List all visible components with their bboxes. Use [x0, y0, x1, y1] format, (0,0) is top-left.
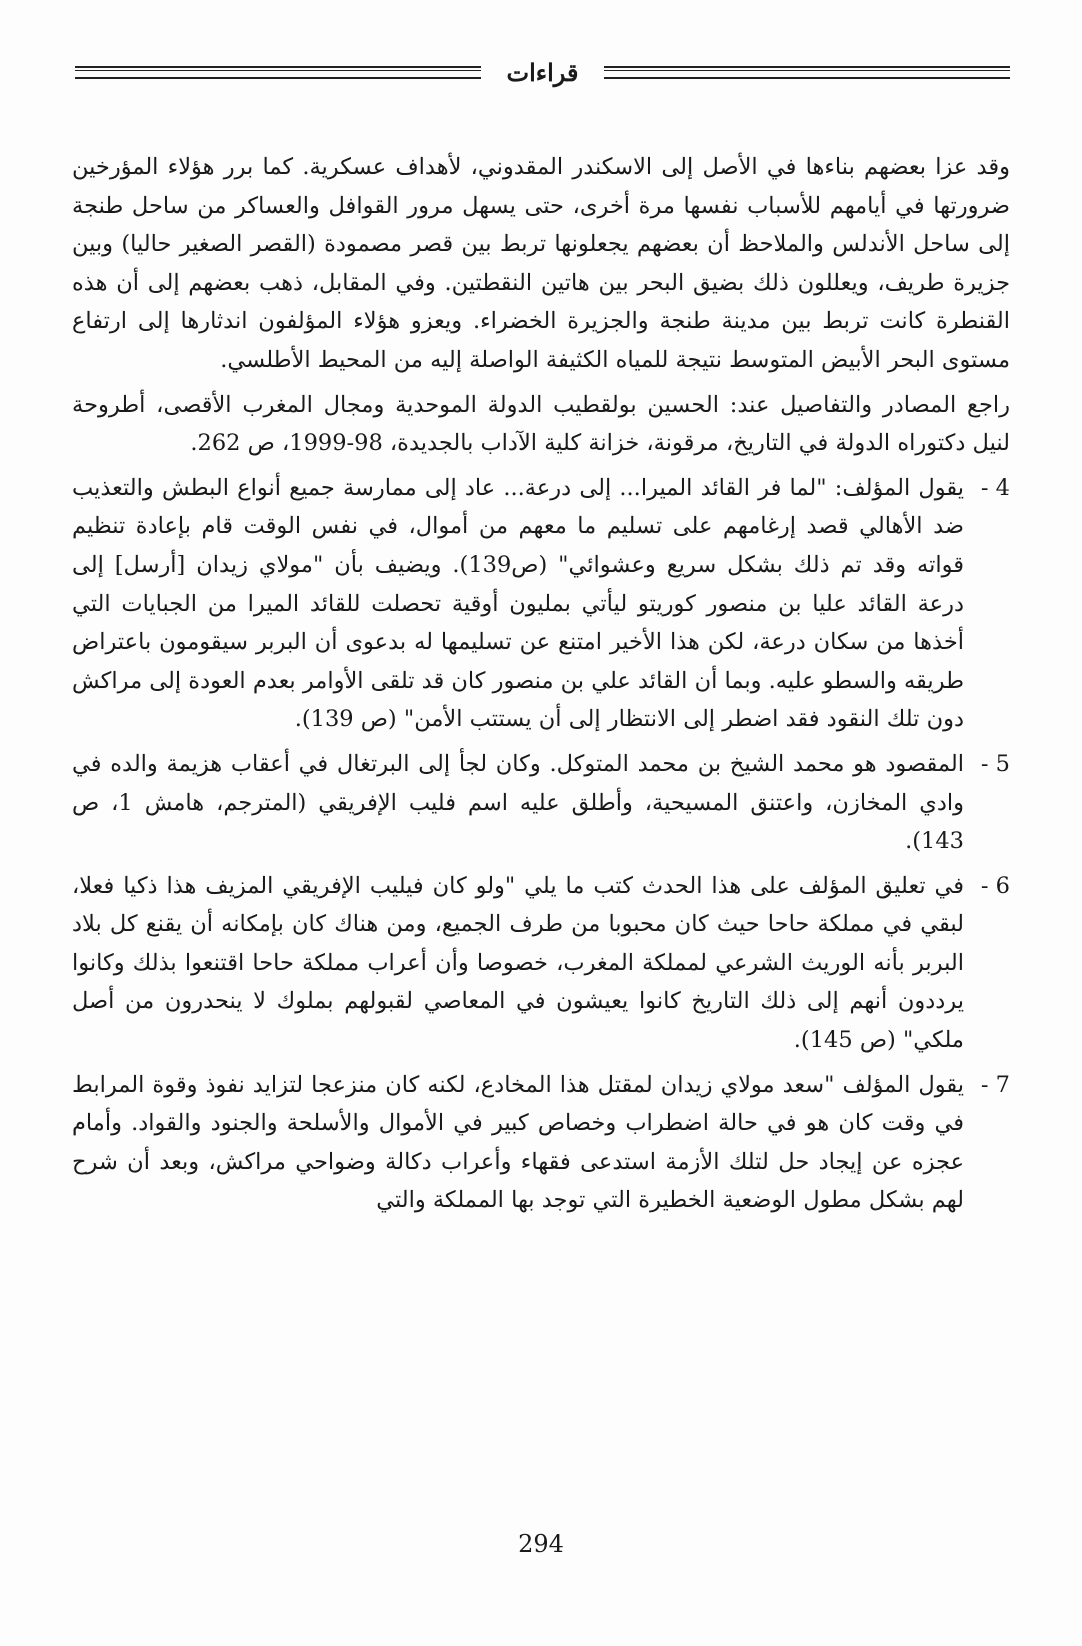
- page-body: [72, 148, 1010, 1428]
- running-header: [75, 52, 1010, 92]
- source-reference-paragraph: راجع المصادر والتفاصيل عند: الحسين بولقطيب الدولة الموحدية ومجال المغرب الأقصى، أطروحة لنيل دكتوراه الدولة في التاريخ، مرقونة، خزانة كلية الآداب بالجديدة، 98-1999، ص 262.: [72, 391, 1010, 457]
- footnote-4: [72, 469, 1010, 739]
- footnote-text: في تعليق المؤلف على هذا الحدث كتب ما يلي "ولو كان فيليب الإفريقي المزيف هذا ذكيا فعلا، لبقي في مملكة حاحا حيث كان محبوبا من طرف الجميع، ومن هناك كان بإمكانه أن يقنع كل بلاد البربر بأنه الوريث الشرعي لمملكة المغرب، خصوصا وأن أعراب مملكة حاحا اقتنعوا بذلك وكانوا يرددون أنهم إلى ذلك التاريخ كانوا يعيشون في المعاصي لقبولهم بملوك لا ينحدرون من أصل ملكي" (ص 145).: [72, 872, 964, 1054]
- footnote-text: المقصود هو محمد الشيخ بن محمد المتوكل. وكان لجأ إلى البرتغال في أعقاب هزيمة والده في وادي المخازن، واعتنق المسيحية، وأطلق عليه اسم فليب الإفريقي (المترجم، هامش 1، ص 143).: [72, 750, 965, 855]
- page-number: 294: [518, 1530, 564, 1558]
- footnote-6: [72, 867, 1010, 1060]
- header-rule-left: [75, 66, 481, 79]
- body-paragraph: وقد عزا بعضهم بناءها في الأصل إلى الاسكندر المقدوني، لأهداف عسكرية. كما برر هؤلاء المؤرخين ضرورتها في أيامهم للأسباب نفسها مرة أخرى، حتى يسهل مرور القوافل والعساكر من ساحل طنجة إلى ساحل الأندلس والملاحظ أن بعضهم يجعلونها تربط بين قصر مصمودة (القصر الصغير حاليا) وبين جزيرة طريف، ويعللون ذلك بضيق البحر بين هاتين النقطتين. وفي المقابل، ذهب بعضهم إلى أن هذه القنطرة كانت تربط بين مدينة طنجة والجزيرة الخضراء. ويعزو هؤلاء المؤلفون اندثارها إلى ارتفاع مستوى البحر الأبيض المتوسط نتيجة للمياه الكثيفة الواصلة إليه من المحيط الأطلسي.: [72, 154, 1010, 373]
- footnote-number: 5 -: [980, 750, 1010, 777]
- footnote-number: 4 -: [980, 474, 1010, 501]
- footnote-7: [72, 1066, 1010, 1220]
- footnote-text: يقول المؤلف: "لما فر القائد الميرا... إلى درعة... عاد إلى ممارسة جميع أنواع البطش والتعذيب ضد الأهالي قصد إرغامهم على تسليم ما معهم من أموال، في نفس الوقت قام بإعادة تنظيم قواته وقد تم ذلك بشكل سريع وعشوائي" (ص139). ويضيف بأن "مولاي زيدان [أرسل] إلى درعة القائد عليا بن منصور كوريتو ليأتي بمليون أوقية تحصلت للقائد الميرا من الجبايات التي أخذها من سكان درعة، لكن هذا الأخير امتنع عن تسليمها له بدعوى أن البربر سيقومون باعتراض طريقه والسطو عليه. وبما أن القائد علي بن منصور كان قد تلقى الأوامر بعدم العودة إلى مراكش دون تلك النقود فقد اضطر إلى الانتظار إلى أن يستتب الأمن" (ص 139).: [72, 474, 964, 733]
- running-title: قراءات: [506, 57, 579, 87]
- footnote-text: يقول المؤلف "سعد مولاي زيدان لمقتل هذا المخادع، لكنه كان منزعجا لتزايد نفوذ وقوة المرابط في وقت كان هو في حالة اضطراب وخصاص كبير في الأموال والأسلحة والجنود والقواد. وأمام عجزه عن إيجاد حل لتلك الأزمة استدعى فقهاء وأعراب دكالة وضواحي مراكش، وبعد أن شرح لهم بشكل مطول الوضعية الخطيرة التي توجد بها المملكة والتي: [72, 1071, 964, 1214]
- footnote-number: 7 -: [980, 1071, 1010, 1098]
- footnote-number: 6 -: [980, 872, 1010, 899]
- header-rule-right: [604, 66, 1010, 79]
- footnote-5: [72, 745, 1010, 861]
